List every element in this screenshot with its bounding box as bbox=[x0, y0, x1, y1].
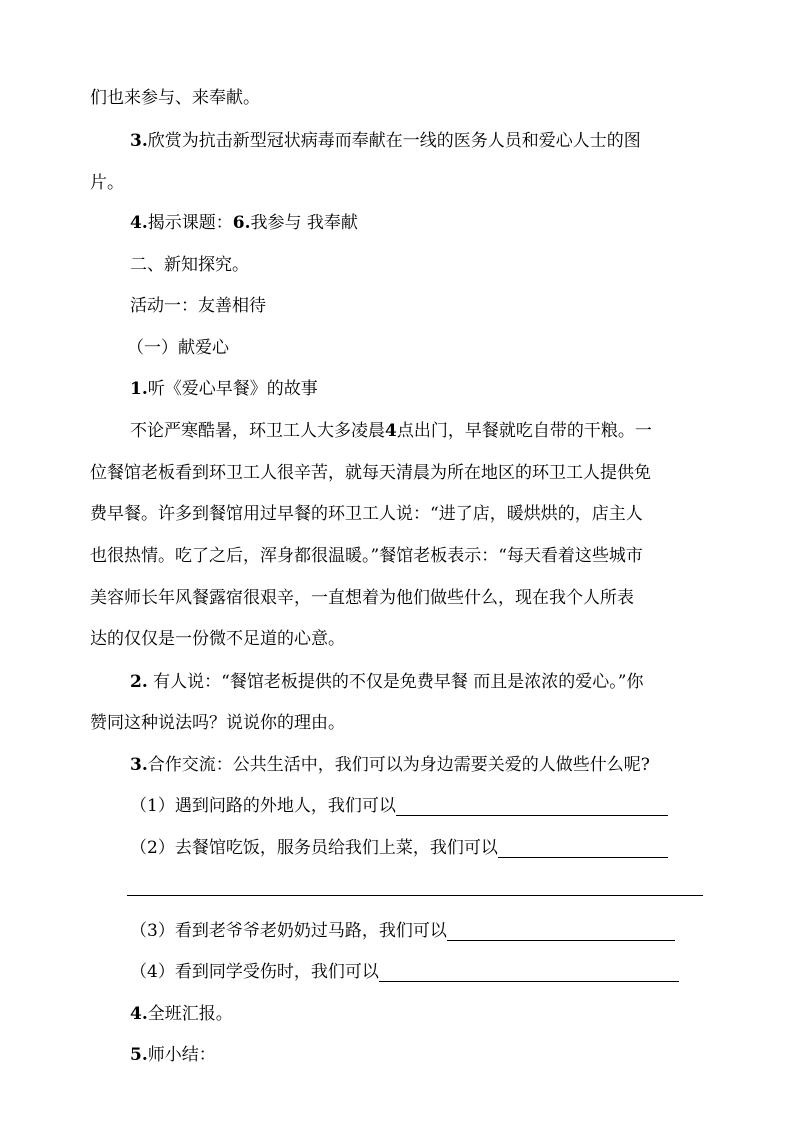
paragraph-line: 们也来参与、来奉献。 bbox=[90, 88, 260, 108]
question-line: 赞同这种说法吗？说说你的理由。 bbox=[90, 713, 345, 733]
paragraph-line: 4.全班汇报。 bbox=[130, 1004, 233, 1024]
question-line: 2. 有人说：“餐馆老板提供的不仅是免费早餐 而且是浓浓的爱心。”你 bbox=[130, 672, 644, 692]
story-line: 位餐馆老板看到环卫工人很辛苦，就每天清晨为所在地区的环卫工人提供免 bbox=[90, 463, 651, 483]
story-line: 不论严寒酷暑，环卫工人大多凌晨4点出门，早餐就吃自带的干粮。一 bbox=[130, 421, 652, 441]
activity-heading: 活动一：友善相待 bbox=[130, 296, 266, 316]
paragraph-line: 3.欣赏为抗击新型冠状病毒而奉献在一线的医务人员和爱心人士的图 bbox=[130, 131, 641, 151]
story-line: 美容师长年风餐露宿很艰辛，一直想着为他们做些什么，现在我个人所表 bbox=[90, 588, 634, 608]
fill-blank-item-1: （1）遇到问路的外地人，我们可以 bbox=[130, 796, 668, 816]
answer-blank[interactable] bbox=[447, 923, 675, 941]
story-line: 达的仅仅是一份微不足道的心意。 bbox=[90, 629, 345, 649]
answer-blank-continuation[interactable] bbox=[127, 895, 703, 896]
paragraph-line: 5.师小结： bbox=[130, 1045, 216, 1065]
story-line: 也很热情。吃了之后，浑身都很温暖。”餐馆老板表示：“每天看着这些城市 bbox=[90, 546, 643, 566]
answer-blank[interactable] bbox=[498, 840, 668, 858]
discussion-prompt: 3.合作交流：公共生活中，我们可以为身边需要关爱的人做些什么呢? bbox=[130, 755, 650, 775]
answer-blank[interactable] bbox=[379, 964, 679, 982]
fill-blank-item-3: （3）看到老爷爷老奶奶过马路，我们可以 bbox=[130, 921, 675, 941]
fill-blank-item-4: （4）看到同学受伤时，我们可以 bbox=[130, 962, 679, 982]
section-heading: 二、新知探究。 bbox=[130, 255, 249, 275]
subsection-heading: （一）献爱心 bbox=[127, 338, 229, 358]
paragraph-line: 片。 bbox=[90, 173, 124, 193]
answer-blank[interactable] bbox=[396, 798, 668, 816]
lesson-title-line: 4.揭示课题：6.我参与 我奉献 bbox=[130, 213, 358, 233]
story-line: 费早餐。许多到餐馆用过早餐的环卫工人说：“进了店，暖烘烘的，店主人 bbox=[90, 504, 643, 524]
fill-blank-item-2: （2）去餐馆吃饭，服务员给我们上菜，我们可以 bbox=[130, 838, 668, 858]
paragraph-line: 1.听《爱心早餐》的故事 bbox=[130, 379, 318, 399]
